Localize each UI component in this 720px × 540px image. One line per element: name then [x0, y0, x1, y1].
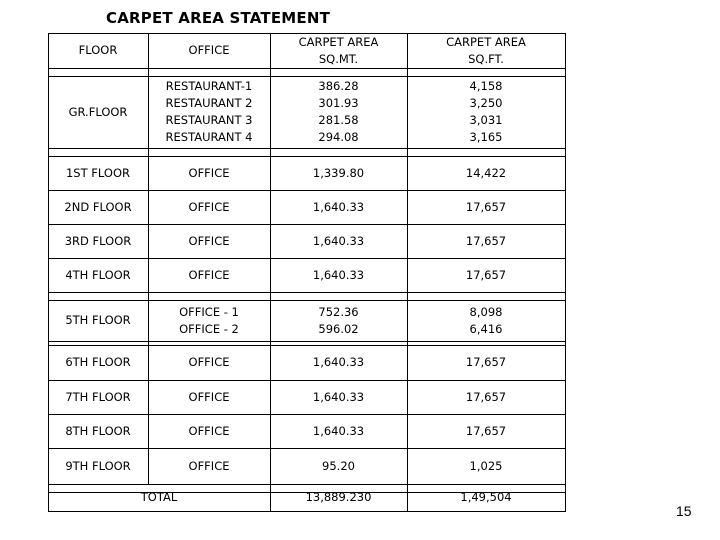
sqft-cell-line: 3,031	[469, 113, 503, 127]
sqft-cell-line: 14,422	[465, 165, 507, 180]
header-floor-line: FLOOR	[78, 43, 118, 57]
total-label	[48, 484, 270, 511]
sqmt-cell	[270, 345, 407, 380]
sqft-cell-line: 17,657	[465, 267, 507, 282]
office-cell-line: OFFICE	[188, 389, 230, 404]
header-sqmt	[270, 33, 407, 68]
sqmt-cell-line: 1,640.33	[312, 233, 365, 248]
floor-cell	[48, 380, 148, 414]
sqft-cell	[407, 380, 565, 414]
sqmt-cell	[270, 76, 407, 148]
sqft-cell-line: 17,657	[465, 199, 507, 214]
table-rule	[48, 511, 566, 512]
office-cell-line: RESTAURANT 3	[165, 113, 253, 127]
office-cell-line: RESTAURANT 4	[165, 130, 253, 144]
office-cell	[148, 414, 270, 448]
total-label-line: TOTAL	[140, 490, 178, 504]
office-cell-line: OFFICE	[188, 199, 230, 214]
floor-cell-line: 7TH FLOOR	[65, 389, 131, 404]
floor-cell-line: 8TH FLOOR	[65, 423, 131, 438]
sqft-cell	[407, 156, 565, 190]
floor-cell-line: 5TH FLOOR	[65, 313, 131, 327]
floor-cell-line: 2ND FLOOR	[64, 199, 132, 214]
floor-cell	[48, 448, 148, 484]
floor-cell	[48, 414, 148, 448]
sqft-cell-line: 17,657	[465, 355, 507, 369]
total-sqmt-line: 13,889.230	[305, 490, 372, 504]
office-cell	[148, 76, 270, 148]
sqmt-cell	[270, 414, 407, 448]
total-sqmt	[270, 484, 407, 511]
sqft-cell	[407, 448, 565, 484]
sqmt-cell-line: 386.28	[318, 79, 359, 93]
office-cell-line: OFFICE	[188, 355, 230, 369]
office-cell-line: OFFICE - 1	[179, 304, 239, 319]
sqft-cell	[407, 345, 565, 380]
sqmt-cell-line: 1,640.33	[312, 355, 365, 369]
sqmt-cell	[270, 448, 407, 484]
floor-cell-line: 1ST FLOOR	[65, 165, 130, 180]
office-cell-line: OFFICE	[188, 458, 230, 473]
floor-cell-line: GR.FLOOR	[68, 104, 128, 119]
sqft-cell	[407, 224, 565, 258]
office-cell-line: RESTAURANT 2	[165, 96, 253, 110]
sqft-cell-line: 8,098	[469, 304, 503, 319]
office-cell-line: RESTAURANT-1	[165, 79, 253, 93]
floor-cell-line: 6TH FLOOR	[65, 355, 131, 369]
sqft-cell	[407, 414, 565, 448]
sqmt-cell-line: 752.36	[318, 304, 359, 319]
header-sqft	[407, 33, 565, 68]
sqmt-cell-line: 1,640.33	[312, 389, 365, 404]
table-rule	[48, 292, 566, 293]
header-office-line: OFFICE	[188, 43, 230, 57]
office-cell	[148, 258, 270, 292]
sqft-cell	[407, 300, 565, 341]
sqmt-cell-line: 1,640.33	[312, 423, 365, 438]
sqmt-cell-line: 301.93	[318, 96, 359, 110]
sqft-cell-line: 4,158	[469, 79, 503, 93]
page-number: 15	[676, 503, 692, 519]
sqmt-cell	[270, 380, 407, 414]
total-sqft-line: 1,49,504	[460, 490, 512, 504]
table-border-right	[565, 33, 566, 512]
sqmt-cell	[270, 156, 407, 190]
sqmt-cell	[270, 190, 407, 224]
floor-cell	[48, 258, 148, 292]
sqft-cell	[407, 258, 565, 292]
office-cell	[148, 190, 270, 224]
table-rule	[48, 148, 566, 149]
floor-cell	[48, 156, 148, 190]
office-cell	[148, 380, 270, 414]
sqmt-cell-line: 1,640.33	[312, 199, 365, 214]
sqft-cell-line: 17,657	[465, 423, 507, 438]
header-sqmt-line: SQ.MT.	[318, 51, 359, 66]
table-rule	[48, 341, 566, 342]
sqft-cell-line: 1,025	[469, 458, 503, 473]
floor-cell	[48, 190, 148, 224]
office-cell-line: OFFICE	[188, 423, 230, 438]
sqmt-cell	[270, 224, 407, 258]
floor-cell	[48, 224, 148, 258]
office-cell-line: OFFICE	[188, 233, 230, 248]
sqmt-cell-line: 95.20	[322, 458, 355, 473]
floor-cell	[48, 345, 148, 380]
sqmt-cell-line: 596.02	[318, 321, 359, 336]
floor-cell	[48, 76, 148, 148]
header-sqft-line: CARPET AREA	[446, 34, 526, 49]
office-cell	[148, 345, 270, 380]
sqft-cell	[407, 76, 565, 148]
sqft-cell	[407, 190, 565, 224]
total-sqft	[407, 484, 565, 511]
sqmt-cell	[270, 258, 407, 292]
floor-cell-line: 9TH FLOOR	[65, 458, 131, 473]
sqmt-cell-line: 294.08	[318, 130, 359, 144]
sqft-cell-line: 6,416	[469, 321, 503, 336]
office-cell-line: OFFICE - 2	[179, 321, 239, 336]
office-cell	[148, 224, 270, 258]
sqft-cell-line: 17,657	[465, 233, 507, 248]
sqmt-cell	[270, 300, 407, 341]
floor-cell	[48, 300, 148, 341]
office-cell-line: OFFICE	[188, 267, 230, 282]
sqmt-cell-line: 1,339.80	[312, 165, 365, 180]
sqft-cell-line: 3,165	[469, 130, 503, 144]
sqft-cell-line: 3,250	[469, 96, 503, 110]
office-cell-line: OFFICE	[188, 165, 230, 180]
header-sqmt-line: CARPET AREA	[298, 34, 379, 49]
office-cell	[148, 448, 270, 484]
sqmt-cell-line: 281.58	[318, 113, 359, 127]
statement-title: CARPET AREA STATEMENT	[106, 9, 331, 27]
sqft-cell-line: 17,657	[465, 389, 507, 404]
table-rule	[48, 68, 566, 69]
header-sqft-line: SQ.FT.	[468, 51, 504, 66]
header-office	[148, 33, 270, 68]
floor-cell-line: 3RD FLOOR	[64, 233, 132, 248]
header-floor	[48, 33, 148, 68]
sqmt-cell-line: 1,640.33	[312, 267, 365, 282]
office-cell	[148, 300, 270, 341]
floor-cell-line: 4TH FLOOR	[65, 267, 131, 282]
office-cell	[148, 156, 270, 190]
